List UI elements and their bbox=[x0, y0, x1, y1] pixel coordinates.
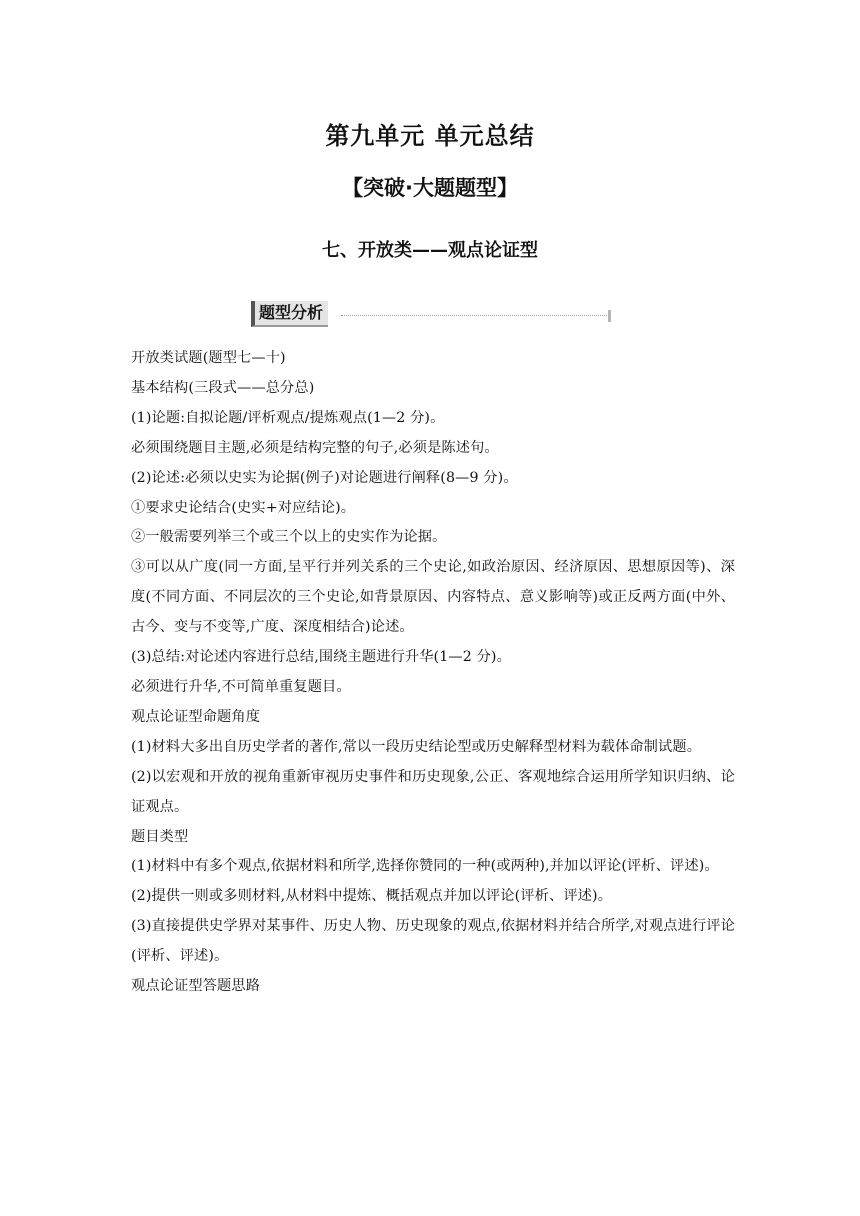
paragraph: 观点论证型答题思路 bbox=[131, 978, 261, 995]
paragraph: ③可以从广度(同一方面,呈平行并列关系的三个史论,如政治原因、经济原因、思想原因等)、深度(不同方面、不同层次的三个史论,如背景原因、内容特点、意义影响等)或正反两方面(中外、古今、变与不变等,广度、深度相结合)论述。 bbox=[131, 559, 735, 636]
paragraph: (1)材料中有多个观点,依据材料和所学,选择你赞同的一种(或两种),并加以评论(评析、评述)。 bbox=[131, 858, 719, 875]
dotted-rule bbox=[341, 315, 607, 316]
box-heading-label: 题型分析 bbox=[251, 301, 328, 327]
paragraph: ②一般需要列举三个或三个以上的史实作为论据。 bbox=[131, 529, 447, 546]
paragraph: 题目类型 bbox=[131, 828, 189, 845]
paragraph: (1)论题:自拟论题/评析观点/提炼观点(1—2 分)。 bbox=[131, 409, 445, 426]
paragraph: (3)总结:对论述内容进行总结,围绕主题进行升华(1—2 分)。 bbox=[131, 649, 511, 666]
page-title: 第九单元 单元总结 bbox=[325, 122, 535, 150]
body-text bbox=[131, 344, 735, 1002]
rule-end-mark bbox=[608, 310, 611, 322]
paragraph: 基本结构(三段式——总分总) bbox=[131, 379, 315, 396]
paragraph: 必须进行升华,不可简单重复题目。 bbox=[131, 678, 351, 695]
paragraph: 开放类试题(题型七—十) bbox=[131, 350, 286, 366]
paragraph: 观点论证型命题角度 bbox=[131, 708, 261, 725]
section-box-heading bbox=[251, 301, 611, 327]
section-title: 七、开放类——观点论证型 bbox=[322, 240, 538, 261]
paragraph: 必须围绕题目主题,必须是结构完整的句子,必须是陈述句。 bbox=[131, 439, 499, 456]
page-subtitle: 【突破·大题题型】 bbox=[342, 176, 518, 200]
paragraph: (2)论述:必须以史实为论据(例子)对论题进行阐释(8—9 分)。 bbox=[131, 469, 518, 486]
paragraph: (1)材料大多出自历史学者的著作,常以一段历史结论型或历史解释型材料为载体命制试题。 bbox=[131, 738, 702, 755]
paragraph: (3)直接提供史学界对某事件、历史人物、历史现象的观点,依据材料并结合所学,对观点进行评论(评析、评述)。 bbox=[131, 918, 735, 965]
paragraph: (2)提供一则或多则材料,从材料中提炼、概括观点并加以评论(评析、评述)。 bbox=[131, 888, 613, 905]
paragraph: (2)以宏观和开放的视角重新审视历史事件和历史现象,公正、客观地综合运用所学知识归纳、论证观点。 bbox=[131, 768, 735, 815]
paragraph: ①要求史论结合(史实+对应结论)。 bbox=[131, 499, 356, 516]
